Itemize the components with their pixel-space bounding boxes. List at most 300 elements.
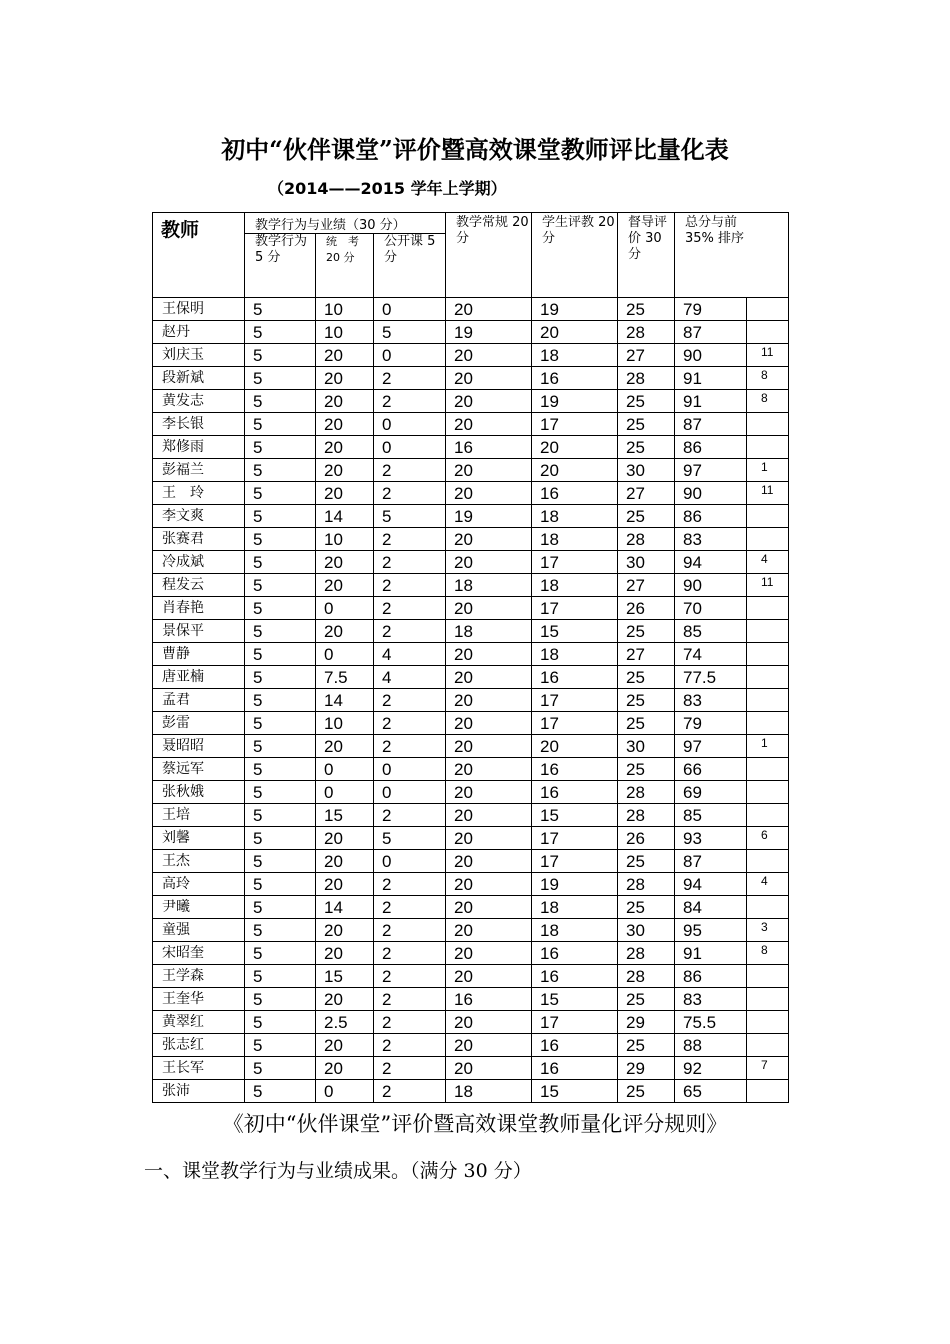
supervision-score-cell: 30 <box>618 459 675 482</box>
document-title: 初中“伙伴课堂”评价暨高效课堂教师评比量化表 <box>221 135 729 164</box>
teacher-name-cell: 程发云 <box>153 574 245 597</box>
table-row <box>153 298 789 321</box>
teacher-name-cell: 肖春艳 <box>153 597 245 620</box>
open-class-score-cell: 2 <box>374 1080 446 1103</box>
open-class-score-cell: 2 <box>374 551 446 574</box>
open-class-score-cell: 0 <box>374 298 446 321</box>
teacher-name-cell: 李长银 <box>153 413 245 436</box>
teacher-name-cell: 张志红 <box>153 1034 245 1057</box>
teacher-name-cell: 张秋娥 <box>153 781 245 804</box>
rank-cell: 1 <box>747 459 789 482</box>
exam-score-cell: 20 <box>316 551 374 574</box>
exam-score-cell: 20 <box>316 574 374 597</box>
student-eval-cell: 16 <box>532 942 618 965</box>
routine-score-cell: 20 <box>446 643 532 666</box>
table-row <box>153 781 789 804</box>
behavior-score-cell: 5 <box>245 528 316 551</box>
behavior-score-cell: 5 <box>245 597 316 620</box>
routine-score-cell: 20 <box>446 551 532 574</box>
supervision-score-cell: 27 <box>618 643 675 666</box>
student-eval-cell: 17 <box>532 413 618 436</box>
open-class-score-cell: 2 <box>374 942 446 965</box>
rank-cell: 7 <box>747 1057 789 1080</box>
routine-score-cell: 20 <box>446 482 532 505</box>
total-score-cell: 87 <box>675 850 747 873</box>
routine-score-cell: 20 <box>446 873 532 896</box>
supervision-score-cell: 28 <box>618 965 675 988</box>
total-score-cell: 87 <box>675 321 747 344</box>
table-row <box>153 735 789 758</box>
open-class-score-cell: 0 <box>374 413 446 436</box>
header-supervision: 督导评价 30 分 <box>618 213 675 298</box>
student-eval-cell: 20 <box>532 459 618 482</box>
behavior-score-cell: 5 <box>245 689 316 712</box>
behavior-score-cell: 5 <box>245 298 316 321</box>
table-row <box>153 482 789 505</box>
table-row <box>153 574 789 597</box>
total-score-cell: 74 <box>675 643 747 666</box>
total-score-cell: 86 <box>675 505 747 528</box>
table-row <box>153 620 789 643</box>
header-behavior: 教学行为 5 分 <box>245 234 316 298</box>
behavior-score-cell: 5 <box>245 482 316 505</box>
rank-cell: 1 <box>747 735 789 758</box>
table-row <box>153 689 789 712</box>
supervision-score-cell: 26 <box>618 597 675 620</box>
header-exam: 统 考 20 分 <box>316 234 374 298</box>
total-score-cell: 97 <box>675 459 747 482</box>
behavior-score-cell: 5 <box>245 1057 316 1080</box>
student-eval-cell: 16 <box>532 482 618 505</box>
open-class-score-cell: 2 <box>374 965 446 988</box>
open-class-score-cell: 2 <box>374 367 446 390</box>
teacher-name-cell: 高玲 <box>153 873 245 896</box>
supervision-score-cell: 25 <box>618 505 675 528</box>
student-eval-cell: 20 <box>532 436 618 459</box>
student-eval-cell: 16 <box>532 965 618 988</box>
exam-score-cell: 20 <box>316 390 374 413</box>
rank-cell: 3 <box>747 919 789 942</box>
header-total: 总分与前 35% 排序 <box>675 213 789 298</box>
exam-score-cell: 10 <box>316 298 374 321</box>
exam-score-cell: 20 <box>316 436 374 459</box>
teacher-name-cell: 王学森 <box>153 965 245 988</box>
rank-cell <box>747 1011 789 1034</box>
routine-score-cell: 16 <box>446 988 532 1011</box>
supervision-score-cell: 25 <box>618 850 675 873</box>
open-class-score-cell: 2 <box>374 482 446 505</box>
supervision-score-cell: 25 <box>618 988 675 1011</box>
routine-score-cell: 20 <box>446 850 532 873</box>
behavior-score-cell: 5 <box>245 988 316 1011</box>
routine-score-cell: 20 <box>446 804 532 827</box>
total-score-cell: 90 <box>675 344 747 367</box>
routine-score-cell: 20 <box>446 597 532 620</box>
student-eval-cell: 17 <box>532 597 618 620</box>
teacher-name-cell: 王 玲 <box>153 482 245 505</box>
student-eval-cell: 17 <box>532 827 618 850</box>
exam-score-cell: 20 <box>316 942 374 965</box>
table-row <box>153 850 789 873</box>
total-score-cell: 91 <box>675 367 747 390</box>
exam-score-cell: 2.5 <box>316 1011 374 1034</box>
table-row <box>153 827 789 850</box>
rank-cell <box>747 850 789 873</box>
exam-score-cell: 14 <box>316 505 374 528</box>
student-eval-cell: 18 <box>532 896 618 919</box>
routine-score-cell: 20 <box>446 1057 532 1080</box>
routine-score-cell: 16 <box>446 436 532 459</box>
table-row <box>153 1057 789 1080</box>
teacher-name-cell: 曹静 <box>153 643 245 666</box>
supervision-score-cell: 27 <box>618 344 675 367</box>
routine-score-cell: 20 <box>446 367 532 390</box>
total-score-cell: 87 <box>675 413 747 436</box>
score-table <box>152 212 789 1103</box>
student-eval-cell: 16 <box>532 1057 618 1080</box>
behavior-score-cell: 5 <box>245 321 316 344</box>
rank-cell: 4 <box>747 873 789 896</box>
open-class-score-cell: 2 <box>374 896 446 919</box>
rank-cell: 8 <box>747 942 789 965</box>
open-class-score-cell: 4 <box>374 643 446 666</box>
total-score-cell: 97 <box>675 735 747 758</box>
routine-score-cell: 20 <box>446 896 532 919</box>
teacher-name-cell: 王杰 <box>153 850 245 873</box>
student-eval-cell: 17 <box>532 689 618 712</box>
teacher-name-cell: 赵丹 <box>153 321 245 344</box>
rank-cell <box>747 758 789 781</box>
supervision-score-cell: 28 <box>618 528 675 551</box>
teacher-name-cell: 刘馨 <box>153 827 245 850</box>
supervision-score-cell: 28 <box>618 781 675 804</box>
behavior-score-cell: 5 <box>245 344 316 367</box>
open-class-score-cell: 2 <box>374 390 446 413</box>
supervision-score-cell: 28 <box>618 942 675 965</box>
open-class-score-cell: 4 <box>374 666 446 689</box>
document-subtitle: （2014——2015 学年上学期） <box>268 179 507 198</box>
teacher-name-cell: 王奎华 <box>153 988 245 1011</box>
supervision-score-cell: 25 <box>618 1034 675 1057</box>
open-class-score-cell: 2 <box>374 689 446 712</box>
teacher-name-cell: 景保平 <box>153 620 245 643</box>
total-score-cell: 94 <box>675 873 747 896</box>
routine-score-cell: 20 <box>446 735 532 758</box>
header-teacher: 教师 <box>153 213 245 298</box>
teacher-name-cell: 段新斌 <box>153 367 245 390</box>
table-row <box>153 597 789 620</box>
supervision-score-cell: 25 <box>618 436 675 459</box>
exam-score-cell: 0 <box>316 758 374 781</box>
supervision-score-cell: 25 <box>618 390 675 413</box>
exam-score-cell: 20 <box>316 873 374 896</box>
exam-score-cell: 20 <box>316 919 374 942</box>
supervision-score-cell: 25 <box>618 413 675 436</box>
header-student-eval: 学生评教 20 分 <box>532 213 618 298</box>
exam-score-cell: 14 <box>316 896 374 919</box>
table-row <box>153 459 789 482</box>
exam-score-cell: 0 <box>316 643 374 666</box>
rank-cell: 8 <box>747 390 789 413</box>
table-row <box>153 367 789 390</box>
open-class-score-cell: 2 <box>374 919 446 942</box>
open-class-score-cell: 2 <box>374 1011 446 1034</box>
open-class-score-cell: 0 <box>374 758 446 781</box>
total-score-cell: 66 <box>675 758 747 781</box>
student-eval-cell: 15 <box>532 804 618 827</box>
table-row <box>153 436 789 459</box>
routine-score-cell: 20 <box>446 298 532 321</box>
total-score-cell: 93 <box>675 827 747 850</box>
exam-score-cell: 10 <box>316 528 374 551</box>
behavior-score-cell: 5 <box>245 390 316 413</box>
exam-score-cell: 20 <box>316 1057 374 1080</box>
supervision-score-cell: 25 <box>618 896 675 919</box>
table-row <box>153 551 789 574</box>
student-eval-cell: 16 <box>532 666 618 689</box>
total-score-cell: 88 <box>675 1034 747 1057</box>
exam-score-cell: 20 <box>316 1034 374 1057</box>
behavior-score-cell: 5 <box>245 919 316 942</box>
total-score-cell: 86 <box>675 436 747 459</box>
teacher-name-cell: 孟君 <box>153 689 245 712</box>
total-score-cell: 90 <box>675 574 747 597</box>
supervision-score-cell: 28 <box>618 804 675 827</box>
student-eval-cell: 15 <box>532 988 618 1011</box>
supervision-score-cell: 27 <box>618 482 675 505</box>
header-routine: 教学常规 20 分 <box>446 213 532 298</box>
student-eval-cell: 17 <box>532 551 618 574</box>
routine-score-cell: 20 <box>446 390 532 413</box>
rank-cell: 8 <box>747 367 789 390</box>
exam-score-cell: 20 <box>316 988 374 1011</box>
rank-cell: 11 <box>747 344 789 367</box>
teacher-name-cell: 王长军 <box>153 1057 245 1080</box>
supervision-score-cell: 30 <box>618 735 675 758</box>
teacher-name-cell: 王培 <box>153 804 245 827</box>
routine-score-cell: 20 <box>446 781 532 804</box>
teacher-name-cell: 彭福兰 <box>153 459 245 482</box>
teacher-name-cell: 黄翠红 <box>153 1011 245 1034</box>
exam-score-cell: 20 <box>316 620 374 643</box>
behavior-score-cell: 5 <box>245 367 316 390</box>
rank-cell: 6 <box>747 827 789 850</box>
total-score-cell: 95 <box>675 919 747 942</box>
behavior-score-cell: 5 <box>245 574 316 597</box>
teacher-name-cell: 蔡远军 <box>153 758 245 781</box>
teacher-name-cell: 李文爽 <box>153 505 245 528</box>
routine-score-cell: 20 <box>446 827 532 850</box>
rank-cell: 11 <box>747 574 789 597</box>
teacher-name-cell: 童强 <box>153 919 245 942</box>
exam-score-cell: 20 <box>316 413 374 436</box>
rank-cell <box>747 988 789 1011</box>
behavior-score-cell: 5 <box>245 666 316 689</box>
total-score-cell: 69 <box>675 781 747 804</box>
rank-cell <box>747 528 789 551</box>
behavior-score-cell: 5 <box>245 896 316 919</box>
rules-title: 《初中“伙伴课堂”评价暨高效课堂教师量化评分规则》 <box>222 1112 728 1136</box>
rank-cell <box>747 689 789 712</box>
behavior-score-cell: 5 <box>245 735 316 758</box>
table-row <box>153 321 789 344</box>
supervision-score-cell: 25 <box>618 620 675 643</box>
total-score-cell: 90 <box>675 482 747 505</box>
supervision-score-cell: 28 <box>618 321 675 344</box>
rank-cell <box>747 643 789 666</box>
rank-cell <box>747 1034 789 1057</box>
teacher-name-cell: 张沛 <box>153 1080 245 1103</box>
total-score-cell: 85 <box>675 804 747 827</box>
routine-score-cell: 20 <box>446 1034 532 1057</box>
table-row <box>153 873 789 896</box>
behavior-score-cell: 5 <box>245 505 316 528</box>
rank-cell <box>747 666 789 689</box>
supervision-score-cell: 25 <box>618 666 675 689</box>
teacher-name-cell: 宋昭奎 <box>153 942 245 965</box>
section-heading: 一、课堂教学行为与业绩成果。（满分 30 分） <box>144 1160 532 1182</box>
exam-score-cell: 20 <box>316 459 374 482</box>
table-row <box>153 413 789 436</box>
supervision-score-cell: 27 <box>618 574 675 597</box>
table-row <box>153 344 789 367</box>
teacher-name-cell: 尹曦 <box>153 896 245 919</box>
student-eval-cell: 20 <box>532 735 618 758</box>
open-class-score-cell: 2 <box>374 1034 446 1057</box>
open-class-score-cell: 2 <box>374 712 446 735</box>
open-class-score-cell: 5 <box>374 827 446 850</box>
table-row <box>153 965 789 988</box>
open-class-score-cell: 2 <box>374 597 446 620</box>
behavior-score-cell: 5 <box>245 712 316 735</box>
exam-score-cell: 20 <box>316 482 374 505</box>
total-score-cell: 70 <box>675 597 747 620</box>
exam-score-cell: 0 <box>316 1080 374 1103</box>
exam-score-cell: 0 <box>316 597 374 620</box>
behavior-score-cell: 5 <box>245 436 316 459</box>
supervision-score-cell: 29 <box>618 1011 675 1034</box>
rank-cell <box>747 413 789 436</box>
open-class-score-cell: 5 <box>374 321 446 344</box>
total-score-cell: 77.5 <box>675 666 747 689</box>
student-eval-cell: 17 <box>532 1011 618 1034</box>
rank-cell <box>747 321 789 344</box>
rank-cell <box>747 804 789 827</box>
student-eval-cell: 18 <box>532 505 618 528</box>
total-score-cell: 79 <box>675 298 747 321</box>
open-class-score-cell: 2 <box>374 1057 446 1080</box>
behavior-score-cell: 5 <box>245 551 316 574</box>
behavior-score-cell: 5 <box>245 965 316 988</box>
open-class-score-cell: 0 <box>374 344 446 367</box>
table-row <box>153 712 789 735</box>
exam-score-cell: 20 <box>316 367 374 390</box>
behavior-score-cell: 5 <box>245 873 316 896</box>
rank-cell <box>747 1080 789 1103</box>
supervision-score-cell: 30 <box>618 551 675 574</box>
routine-score-cell: 18 <box>446 1080 532 1103</box>
routine-score-cell: 20 <box>446 459 532 482</box>
student-eval-cell: 17 <box>532 712 618 735</box>
total-score-cell: 84 <box>675 896 747 919</box>
behavior-score-cell: 5 <box>245 781 316 804</box>
open-class-score-cell: 2 <box>374 735 446 758</box>
table-row <box>153 942 789 965</box>
student-eval-cell: 16 <box>532 1034 618 1057</box>
open-class-score-cell: 2 <box>374 804 446 827</box>
exam-score-cell: 20 <box>316 344 374 367</box>
behavior-score-cell: 5 <box>245 827 316 850</box>
teacher-name-cell: 冷成斌 <box>153 551 245 574</box>
supervision-score-cell: 25 <box>618 1080 675 1103</box>
open-class-score-cell: 2 <box>374 459 446 482</box>
rank-cell <box>747 620 789 643</box>
open-class-score-cell: 2 <box>374 988 446 1011</box>
teacher-name-cell: 郑修雨 <box>153 436 245 459</box>
behavior-score-cell: 5 <box>245 1034 316 1057</box>
behavior-score-cell: 5 <box>245 1011 316 1034</box>
student-eval-cell: 18 <box>532 919 618 942</box>
table-row <box>153 919 789 942</box>
behavior-score-cell: 5 <box>245 459 316 482</box>
open-class-score-cell: 0 <box>374 850 446 873</box>
table-row <box>153 643 789 666</box>
student-eval-cell: 18 <box>532 528 618 551</box>
routine-score-cell: 19 <box>446 321 532 344</box>
student-eval-cell: 20 <box>532 321 618 344</box>
supervision-score-cell: 25 <box>618 689 675 712</box>
routine-score-cell: 19 <box>446 505 532 528</box>
teacher-name-cell: 聂昭昭 <box>153 735 245 758</box>
behavior-score-cell: 5 <box>245 942 316 965</box>
teacher-name-cell: 王保明 <box>153 298 245 321</box>
teacher-name-cell: 刘庆玉 <box>153 344 245 367</box>
student-eval-cell: 19 <box>532 298 618 321</box>
behavior-score-cell: 5 <box>245 620 316 643</box>
rank-cell <box>747 712 789 735</box>
routine-score-cell: 20 <box>446 919 532 942</box>
rank-cell <box>747 597 789 620</box>
exam-score-cell: 0 <box>316 781 374 804</box>
behavior-score-cell: 5 <box>245 643 316 666</box>
total-score-cell: 83 <box>675 988 747 1011</box>
behavior-score-cell: 5 <box>245 804 316 827</box>
behavior-score-cell: 5 <box>245 850 316 873</box>
student-eval-cell: 19 <box>532 873 618 896</box>
behavior-score-cell: 5 <box>245 758 316 781</box>
exam-score-cell: 10 <box>316 712 374 735</box>
student-eval-cell: 15 <box>532 1080 618 1103</box>
student-eval-cell: 17 <box>532 850 618 873</box>
supervision-score-cell: 25 <box>618 712 675 735</box>
student-eval-cell: 15 <box>532 620 618 643</box>
rank-cell: 4 <box>747 551 789 574</box>
routine-score-cell: 20 <box>446 528 532 551</box>
routine-score-cell: 20 <box>446 413 532 436</box>
rank-cell <box>747 896 789 919</box>
teacher-name-cell: 唐亚楠 <box>153 666 245 689</box>
open-class-score-cell: 2 <box>374 528 446 551</box>
total-score-cell: 65 <box>675 1080 747 1103</box>
total-score-cell: 79 <box>675 712 747 735</box>
total-score-cell: 91 <box>675 942 747 965</box>
teacher-name-cell: 彭雷 <box>153 712 245 735</box>
routine-score-cell: 20 <box>446 689 532 712</box>
table-row <box>153 505 789 528</box>
rank-cell <box>747 781 789 804</box>
table-row <box>153 1034 789 1057</box>
exam-score-cell: 10 <box>316 321 374 344</box>
